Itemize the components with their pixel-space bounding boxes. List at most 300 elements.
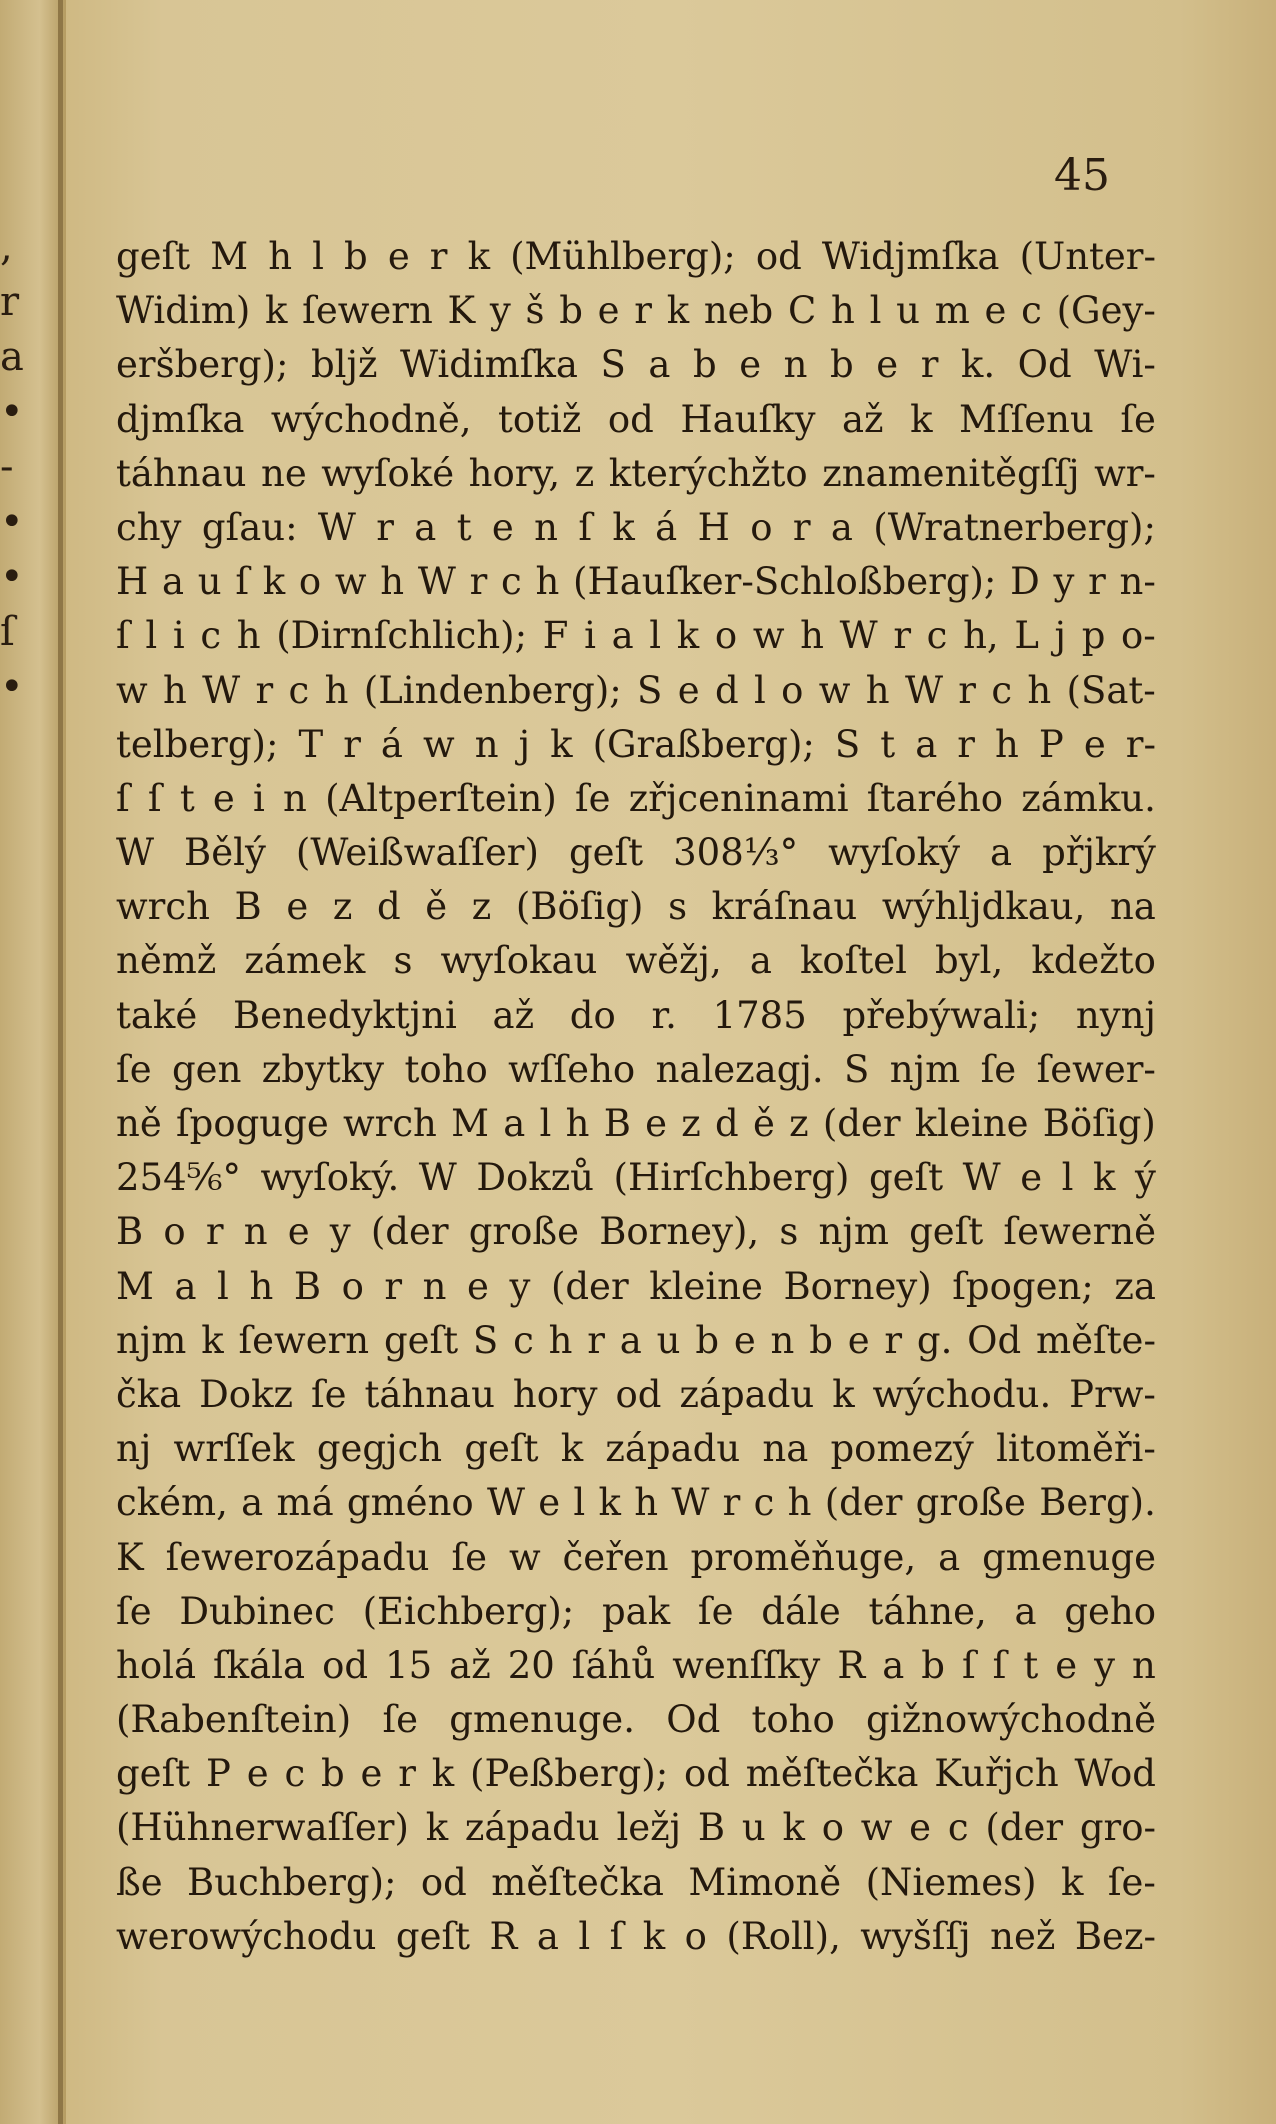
word: ſe-: [1107, 1860, 1156, 1904]
word: 15: [385, 1643, 433, 1687]
text-line: [116, 664, 1156, 718]
word: P: [1038, 722, 1064, 766]
word: r: [893, 614, 912, 658]
word: nj: [116, 1427, 152, 1471]
previous-page-char: •: [0, 389, 24, 435]
word: zámek: [244, 939, 366, 983]
word: telberg);: [116, 722, 279, 766]
word: r: [792, 505, 811, 549]
word: ße: [116, 1860, 163, 1904]
word: zámku.: [1021, 776, 1156, 820]
word: h: [548, 1318, 573, 1362]
word: Prw-: [1069, 1372, 1156, 1416]
word: u: [197, 560, 222, 604]
word: i: [172, 614, 185, 658]
text-line: [116, 1205, 1156, 1259]
word: y: [329, 1210, 351, 1254]
word: a: [749, 939, 772, 983]
word: a: [241, 1481, 264, 1525]
word: němž: [116, 939, 217, 983]
word: totiž: [498, 397, 582, 441]
word: wyſokau: [440, 939, 598, 983]
word: h: [1027, 668, 1052, 712]
word: W: [417, 560, 456, 604]
word: d: [714, 668, 739, 712]
word: l: [649, 614, 662, 658]
word: k: [467, 235, 490, 278]
word: h: [535, 560, 560, 604]
word: k: [431, 1752, 455, 1796]
word: ležj: [616, 1806, 682, 1850]
word: (Dirnſchlich);: [276, 614, 528, 658]
word: táhnau: [364, 1372, 495, 1416]
word: r: [398, 1752, 416, 1796]
word: n: [283, 776, 307, 820]
word: c: [288, 668, 310, 712]
word: ſpoguge: [175, 1102, 329, 1145]
word: Benedyktjni: [232, 993, 457, 1037]
word: o: [298, 560, 322, 604]
word: B: [603, 1102, 631, 1145]
word: měſtečka: [745, 1752, 919, 1796]
word: á: [655, 505, 678, 549]
word: k: [262, 560, 286, 604]
word: W: [317, 505, 356, 549]
word: e: [387, 235, 410, 278]
word: geſt: [116, 1752, 191, 1796]
word: n: [770, 1318, 795, 1362]
word: e: [1020, 1156, 1043, 1200]
word: e: [287, 1210, 310, 1254]
text-line: [116, 1801, 1156, 1855]
word: k.: [960, 343, 996, 387]
word: k: [676, 614, 700, 658]
word: Dokz: [199, 1372, 293, 1416]
word: e: [286, 885, 309, 929]
text-line: [116, 1639, 1156, 1693]
word: S: [834, 722, 861, 766]
word: až: [449, 1643, 491, 1687]
word: r: [587, 1318, 605, 1362]
word: (Mühlberg);: [510, 235, 736, 278]
word: e: [733, 1318, 756, 1362]
text-line: [116, 501, 1156, 555]
word: k: [1093, 1156, 1116, 1200]
word: wyſoký: [828, 831, 960, 875]
word: t: [1023, 1643, 1039, 1687]
word: e: [1055, 1643, 1078, 1687]
word: B: [234, 885, 262, 929]
word: b: [344, 235, 368, 278]
word: geho: [1064, 1589, 1156, 1633]
word: Dubinec: [179, 1589, 335, 1633]
word: (Weißwaſſer): [295, 831, 539, 875]
word: přjkrý: [1042, 831, 1156, 875]
word: k: [910, 397, 933, 441]
word: a: [882, 1643, 905, 1687]
word: n: [534, 505, 559, 549]
text-line: [116, 393, 1156, 447]
word: Od: [967, 1318, 1022, 1362]
word: Widjmſka: [821, 235, 1000, 278]
word: (Böſig): [515, 885, 644, 929]
word: h: [163, 668, 187, 712]
word: njm: [818, 1210, 889, 1254]
word: K: [447, 289, 476, 333]
word: a: [938, 1535, 961, 1579]
word: od: [322, 1643, 369, 1687]
word: ſewern: [302, 289, 433, 333]
word: K: [116, 1535, 144, 1579]
word: n: [243, 1210, 268, 1254]
word: B: [293, 1264, 322, 1308]
word: y: [489, 289, 511, 333]
word: M: [451, 1102, 490, 1145]
word: ſewer-: [1036, 1047, 1156, 1091]
word: S: [844, 1047, 870, 1091]
word: w: [334, 560, 367, 604]
word: w: [508, 1535, 541, 1579]
word: H: [116, 560, 149, 604]
word: t: [179, 776, 195, 820]
word: S: [600, 343, 626, 387]
previous-page-char: a: [0, 334, 24, 380]
previous-page-char: -: [0, 444, 14, 490]
word: u: [741, 1806, 766, 1850]
word: o: [684, 1914, 707, 1958]
word: Buchberg);: [187, 1860, 397, 1904]
word: wrch: [116, 885, 210, 929]
word: h: [268, 235, 293, 278]
word: geſt: [395, 1914, 471, 1958]
word: n: [474, 722, 499, 766]
word: h: [249, 1264, 274, 1308]
word: d: [376, 885, 401, 929]
word: e: [739, 343, 762, 387]
word: k: [832, 1372, 855, 1416]
word: (der: [550, 1264, 629, 1308]
word: l: [578, 1914, 591, 1958]
word: u: [896, 289, 920, 333]
word: z: [681, 1102, 701, 1145]
word: (der: [370, 1210, 449, 1254]
text-line: [116, 718, 1156, 772]
word: z: [574, 451, 595, 495]
word: ſe: [451, 1535, 488, 1579]
word: k: [666, 289, 690, 333]
word: (Sat-: [1066, 668, 1156, 712]
word: r: [1088, 560, 1106, 604]
word: gméno: [346, 1481, 474, 1525]
word: h: [324, 668, 349, 712]
word: h: [565, 1102, 590, 1145]
word: toho: [404, 1047, 488, 1091]
word: l: [217, 1264, 229, 1308]
text-line: [116, 1314, 1156, 1368]
word: má: [276, 1481, 334, 1525]
word: 1785: [712, 993, 807, 1037]
text-line: [116, 1476, 1156, 1530]
word: (Wratnerberg);: [873, 505, 1156, 549]
word: Od: [1017, 343, 1072, 387]
word: k: [264, 289, 288, 333]
word: y: [1053, 560, 1075, 604]
text-line: [116, 772, 1156, 826]
word: Böſig): [1042, 1102, 1156, 1145]
word: i: [584, 614, 596, 658]
word: wyſoké: [321, 451, 455, 495]
word: h: [787, 1481, 812, 1525]
word: Wi-: [1094, 343, 1156, 387]
word: (Gey-: [1056, 289, 1156, 333]
word: Dokzů: [476, 1156, 595, 1200]
text-line: [116, 934, 1156, 988]
word: (Lindenberg);: [363, 668, 622, 712]
word: ſ: [235, 560, 250, 604]
word: až: [492, 993, 535, 1037]
word: 308⅓°: [673, 831, 799, 875]
word: Borney): [783, 1264, 932, 1308]
word: proměňuge,: [690, 1535, 917, 1579]
word: H: [697, 505, 730, 549]
word: l: [869, 289, 882, 333]
text-line: [116, 609, 1156, 663]
word: z: [471, 885, 492, 929]
text-line: [116, 1531, 1156, 1585]
word: w: [423, 722, 455, 766]
word: S: [637, 668, 663, 712]
word: r: [429, 235, 448, 278]
word: r: [634, 289, 652, 333]
word: e: [360, 1752, 383, 1796]
body-text: [116, 230, 1156, 1964]
word: ſtarého: [866, 776, 1004, 820]
text-line: [116, 338, 1156, 392]
word: o: [714, 614, 738, 658]
word: á: [380, 722, 403, 766]
word: až: [842, 397, 884, 441]
word: M: [210, 235, 249, 278]
text-line: [116, 989, 1156, 1043]
word: r: [343, 722, 361, 766]
previous-page-char: •: [0, 499, 24, 545]
word: m: [934, 289, 970, 333]
word: wyšſſj: [860, 1914, 971, 1958]
word: ſe: [980, 1047, 1017, 1091]
text-line: [116, 1151, 1156, 1205]
word: a: [536, 1914, 559, 1958]
word: ſewerozápadu: [165, 1535, 430, 1579]
text-line: [116, 1910, 1156, 1964]
word: o: [781, 668, 804, 712]
word: táhne,: [868, 1589, 987, 1633]
word: k: [425, 1806, 449, 1850]
word: ſ: [609, 1914, 624, 1958]
word: kleine: [914, 1102, 1029, 1145]
word: o: [821, 1806, 844, 1850]
word: pak: [602, 1589, 671, 1633]
word: s: [668, 885, 688, 929]
word: e: [212, 776, 235, 820]
word: geſt: [568, 831, 644, 875]
word: ne: [261, 451, 307, 495]
word: Borney),: [599, 1210, 760, 1254]
word: koſtel: [799, 939, 907, 983]
word: wrſſek: [173, 1427, 295, 1471]
word: e: [876, 343, 899, 387]
word: b: [830, 343, 854, 387]
word: e: [909, 1806, 932, 1850]
word: l: [753, 668, 766, 712]
word: C: [787, 289, 817, 333]
word: s: [779, 1210, 799, 1254]
word: c: [926, 614, 948, 658]
word: o: [750, 505, 773, 549]
text-line: [116, 1043, 1156, 1097]
word: a: [162, 560, 185, 604]
word: n: [1132, 1643, 1156, 1687]
word: W: [839, 614, 878, 658]
word: Widimſka: [399, 343, 578, 387]
word: h: [380, 560, 405, 604]
word: j: [518, 722, 531, 766]
word: gro-: [1079, 1806, 1156, 1850]
word: k: [612, 505, 635, 549]
word: nynj: [1075, 993, 1156, 1037]
word: a: [174, 1264, 197, 1308]
word: ſáhů: [571, 1643, 656, 1687]
word: ſe: [697, 1589, 734, 1633]
word: r: [205, 1210, 224, 1254]
word: Hauſky: [680, 397, 816, 441]
word: 254⅚°: [116, 1156, 241, 1200]
word: y: [1094, 1643, 1116, 1687]
word: litoměři-: [996, 1427, 1156, 1471]
word: n-: [1119, 560, 1156, 604]
word: L: [1014, 614, 1039, 658]
word: Bez-: [1074, 1914, 1156, 1958]
word: a: [503, 1102, 526, 1145]
word: než: [990, 1914, 1056, 1958]
word: e: [847, 1318, 870, 1362]
word: b: [693, 343, 717, 387]
word: kdežto: [1031, 939, 1156, 983]
word: o: [163, 1210, 186, 1254]
word: e: [467, 1264, 489, 1308]
word: B: [697, 1806, 726, 1850]
word: Mſſenu: [958, 397, 1094, 441]
text-line: [116, 1693, 1156, 1747]
word: z: [789, 1102, 809, 1145]
word: gižnowýchodně: [866, 1698, 1156, 1742]
word: na: [1109, 885, 1156, 929]
text-line: [116, 1585, 1156, 1639]
word: ſewerně: [1003, 1210, 1156, 1254]
previous-page-char: r: [0, 279, 20, 325]
word: o: [341, 1264, 364, 1308]
word: za: [1114, 1264, 1156, 1308]
word: c: [501, 560, 522, 604]
word: n: [422, 1264, 447, 1308]
word: b: [921, 1643, 945, 1687]
word: eršberg);: [116, 343, 289, 387]
word: kleine: [649, 1264, 763, 1308]
word: od: [755, 235, 802, 278]
word: r: [255, 668, 274, 712]
word: e: [1083, 722, 1106, 766]
word: g.: [916, 1318, 953, 1362]
word: hory,: [468, 451, 561, 495]
word: ě: [425, 885, 448, 929]
text-line: [116, 230, 1156, 284]
word: od: [420, 1860, 467, 1904]
word: zřjceninami: [628, 776, 849, 820]
word: Mimoně: [688, 1860, 842, 1904]
gutter-line: [58, 0, 63, 2124]
word: (der: [824, 1481, 903, 1525]
word: čeřen: [562, 1535, 669, 1579]
word: werowýchodu: [116, 1914, 377, 1958]
word: byl,: [935, 939, 1004, 983]
text-line: [116, 284, 1156, 338]
word: kráſnau: [711, 885, 858, 929]
book-page: [66, 0, 1276, 2124]
word: d: [715, 1102, 739, 1145]
word: ſ: [116, 776, 130, 820]
word: njm: [116, 1318, 187, 1362]
word: c: [753, 1481, 775, 1525]
word: l: [145, 614, 158, 658]
word: c: [200, 614, 222, 658]
word: w: [818, 668, 851, 712]
text-line: [116, 555, 1156, 609]
word: geſt: [909, 1210, 984, 1254]
word: n: [783, 343, 808, 387]
word: (Graßberg);: [592, 722, 815, 766]
word: Kuřjch: [934, 1752, 1059, 1796]
word: od: [607, 397, 654, 441]
word: b: [809, 1318, 833, 1362]
word: r: [384, 1264, 403, 1308]
text-line: [116, 1097, 1156, 1151]
word: Widim): [116, 289, 251, 333]
text-line: [116, 1422, 1156, 1476]
word: w: [860, 1806, 893, 1850]
word: r: [920, 343, 939, 387]
word: j: [1054, 614, 1067, 658]
word: wenſſky: [672, 1643, 821, 1687]
word: große: [468, 1210, 580, 1254]
word: Berg).: [1039, 1481, 1156, 1525]
word: chy: [116, 505, 182, 549]
word: r: [958, 668, 976, 712]
word: ſe: [382, 1698, 419, 1742]
text-line: [116, 880, 1156, 934]
word: a: [414, 505, 437, 549]
word: geſt: [464, 1427, 539, 1471]
word: Bělý: [184, 831, 266, 875]
word: W: [671, 1481, 710, 1525]
word: h: [800, 614, 824, 658]
word: gmenuge.: [449, 1698, 635, 1742]
word: R: [837, 1643, 866, 1687]
word: (Rabenſtein): [116, 1698, 352, 1742]
word: zbytky: [261, 1047, 385, 1091]
word: ſ: [992, 1643, 1007, 1687]
word: b: [695, 1318, 719, 1362]
word: měſtečka: [491, 1860, 664, 1904]
word: r: [957, 722, 975, 766]
